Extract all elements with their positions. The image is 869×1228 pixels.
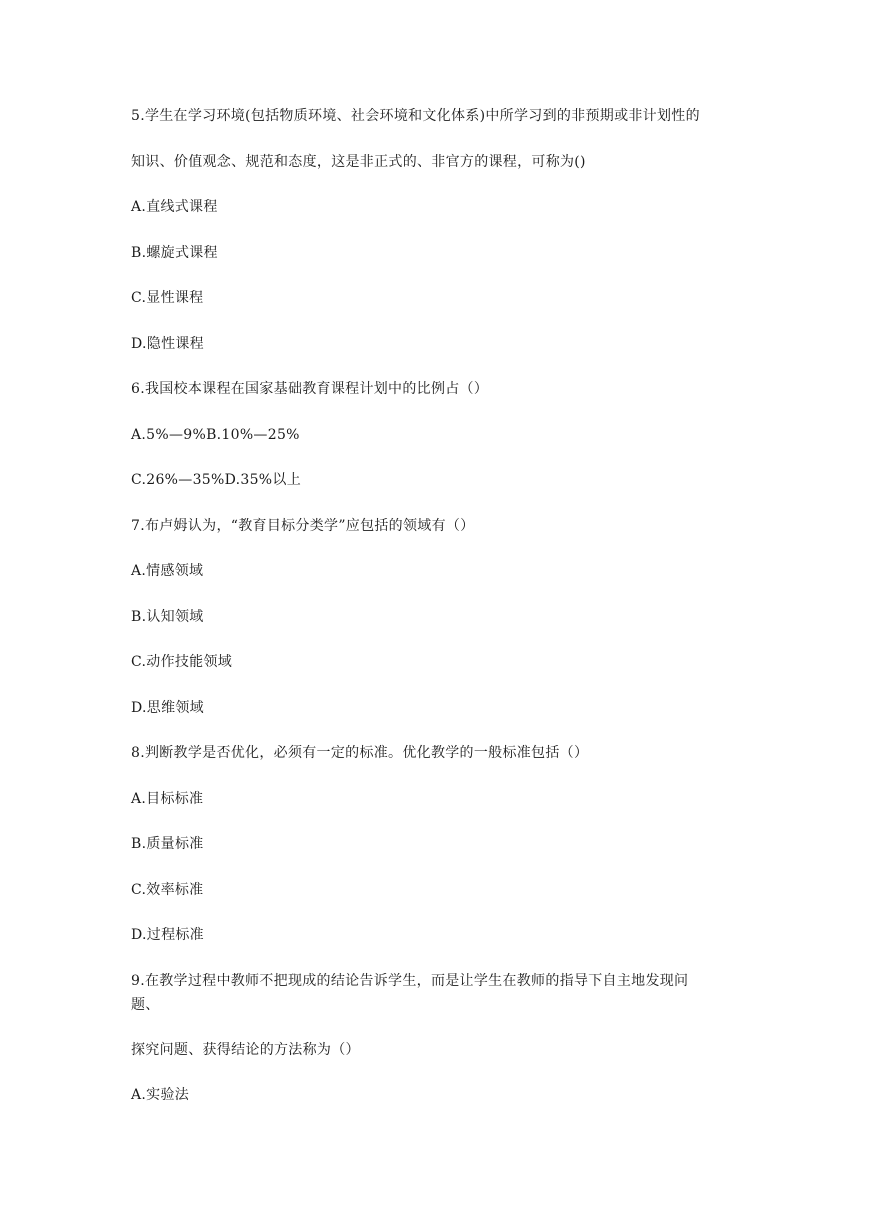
question-7-option-b: B.认知领域	[131, 609, 204, 625]
question-5-stem-line-2: 知识、价值观念、规范和态度，这是非正式的、非官方的课程，可称为()	[131, 154, 586, 170]
question-5-option-c: C.显性课程	[131, 290, 204, 306]
question-8-option-b: B.质量标准	[131, 836, 204, 852]
question-6-options-line-1: A.5%—9%B.10%—25%	[131, 427, 300, 443]
question-7-stem: 7.布卢姆认为，“教育目标分类学”应包括的领域有（）	[131, 518, 475, 534]
question-7-option-d: D.思维领域	[131, 700, 204, 716]
question-6-options-line-2: C.26%—35%D.35%以上	[131, 472, 301, 488]
question-7-option-a: A.情感领域	[131, 563, 204, 579]
question-9-stem-line-1: 9.在教学过程中教师不把现成的结论告诉学生，而是让学生在教师的指导下自主地发现问	[131, 973, 689, 989]
question-8-stem: 8.判断教学是否优化，必须有一定的标准。优化教学的一般标准包括（）	[131, 745, 589, 761]
question-8-option-c: C.效率标准	[131, 882, 204, 898]
question-8-option-a: A.目标标准	[131, 791, 204, 807]
question-9-stem-line-3: 探究问题、获得结论的方法称为（）	[131, 1042, 360, 1058]
question-5-option-b: B.螺旋式课程	[131, 245, 218, 261]
question-5-stem-line-1: 5.学生在学习环境(包括物质环境、社会环境和文化体系)中所学习到的非预期或非计划性的	[131, 108, 700, 124]
question-5-option-a: A.直线式课程	[131, 199, 218, 215]
question-9-option-a: A.实验法	[131, 1087, 190, 1103]
question-7-option-c: C.动作技能领域	[131, 654, 233, 670]
question-9-stem-line-2: 题、	[131, 997, 160, 1013]
question-8-option-d: D.过程标准	[131, 927, 204, 943]
question-5-option-d: D.隐性课程	[131, 336, 204, 352]
question-6-stem: 6.我国校本课程在国家基础教育课程计划中的比例占（）	[131, 381, 489, 397]
